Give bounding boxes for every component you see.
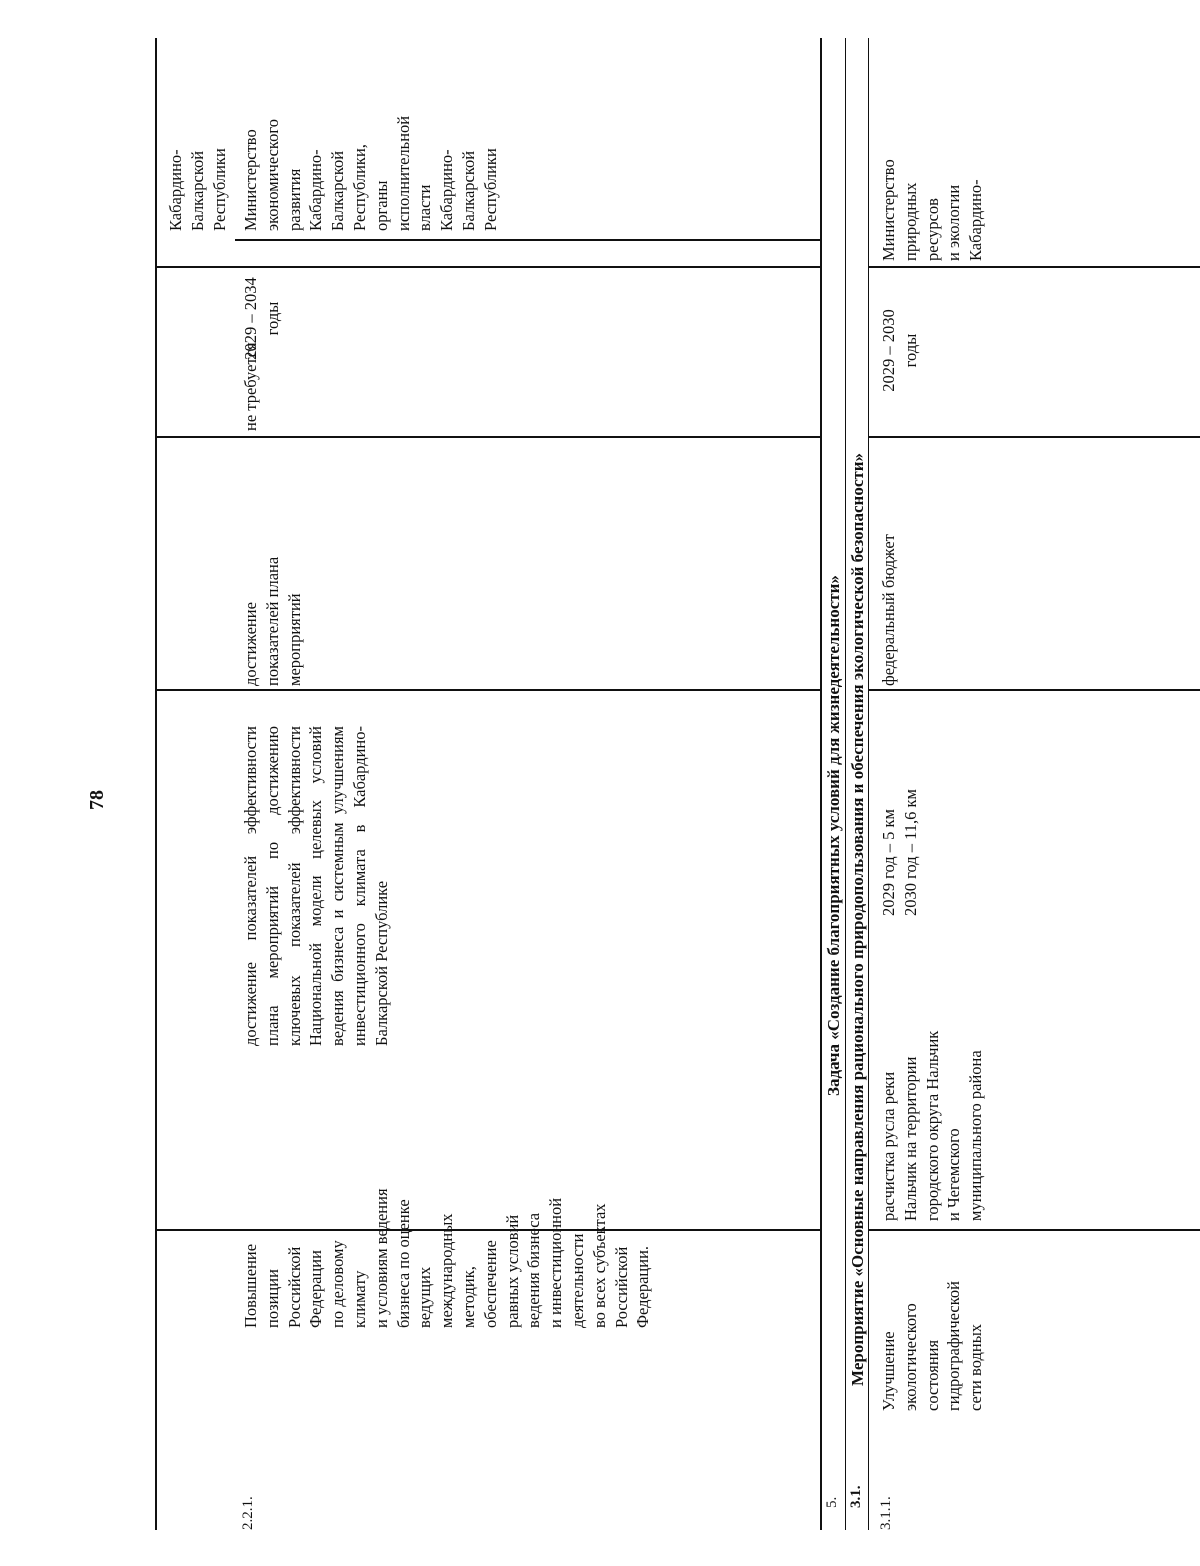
table-top-border: [155, 38, 157, 1530]
funding-source-311: федеральный бюджет: [879, 534, 898, 686]
section-31-number: 3.1.: [848, 1485, 864, 1508]
executor-previous: Кабардино- Балкарской Республики: [166, 148, 229, 231]
event-description: Повышение позиции Российской Федерации по деловому климату и условиям ведения бизнеса по оценке ведущих международных методик, обеспечение равных условий ведения бизнеса и инвестиционной деятельности во всех субъектах Российской Федерации.: [241, 1188, 653, 1328]
responsible-executor: Министерство экономического развития Кабардино- Балкарской Республики, органы исполнительной власти Кабардино- Балкарской Республики: [241, 115, 500, 231]
column-rule-3b: [868, 436, 1200, 438]
column-rule-2: [155, 689, 820, 691]
implementation-period-311: 2029 – 2030 годы: [879, 309, 920, 392]
page-number: 78: [86, 790, 108, 810]
section-5-number: 5.: [824, 1496, 840, 1508]
event-result: достижение показателей эффективности плана мероприятий по достижению ключевых показателей эффективности Национальной модели целевых условий ведения бизнеса и системным улучшениям инвестиционного климата в Кабардино-Балкарской Республике: [241, 726, 391, 1046]
column-rule-5: [235, 239, 820, 241]
implementation-period: 2029 – 2034 годы: [241, 277, 282, 360]
event-description-311: Улучшение экологического состояния гидрографической сети водных: [879, 1281, 986, 1411]
event-indicator-311: 2029 год – 5 км 2030 год – 11,6 км: [879, 789, 920, 916]
column-rule-3: [155, 436, 820, 438]
section-31-title: Мероприятие «Основные направления рационального природопользования и обеспечения экологической безопасности»: [848, 452, 867, 1386]
row-311-top-rule: [868, 38, 869, 1530]
section-5-top-rule: [820, 38, 822, 1530]
row-number-311: 3.1.1.: [878, 1496, 894, 1530]
responsible-executor-311: Министерство природных ресурсов и экологии Кабардино-: [879, 159, 986, 261]
section-31-top-rule: [845, 38, 846, 1530]
column-rule-2b: [868, 689, 1200, 691]
event-result-311: расчистка русла реки Нальчик на территории городского округа Нальчик и Чегемского муниципального района: [879, 1030, 986, 1221]
section-5-title: Задача «Создание благоприятных условий для жизнедеятельности»: [824, 575, 843, 1096]
row-number: 2.2.1.: [240, 1496, 256, 1530]
funding-source: не требуется: [241, 342, 260, 431]
event-indicator: достижение показателей плана мероприятий: [241, 556, 304, 686]
